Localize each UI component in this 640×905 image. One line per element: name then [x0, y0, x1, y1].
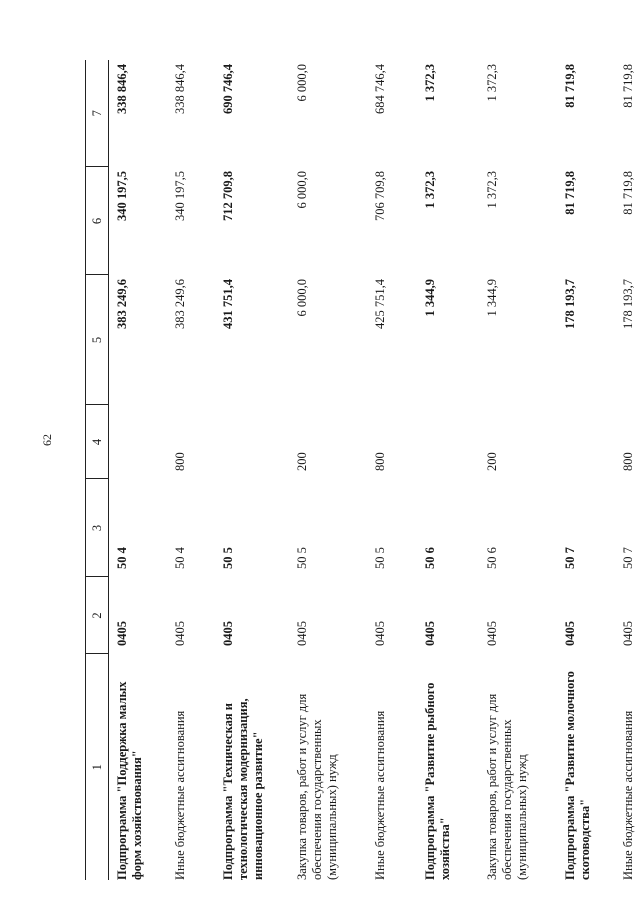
row-amount-7: 338 846,4: [115, 64, 129, 114]
row-amount-6: 712 709,8: [221, 171, 235, 221]
row-expense-type: 200: [295, 452, 309, 471]
row-expense-type: [215, 405, 289, 479]
row-amount-6: 1 372,3: [485, 171, 499, 209]
table-row: [215, 60, 289, 880]
row-amount-5: 383 249,6: [173, 279, 187, 329]
row-amount-5: 1 344,9: [485, 279, 499, 317]
row-amount-5: 6 000,0: [295, 279, 309, 317]
row-expense-type: [557, 405, 615, 479]
row-description: Иные бюджетные ассигнования: [621, 710, 635, 880]
header-col-3: 3: [86, 479, 109, 577]
row-amount-6: 1 372,3: [423, 171, 437, 209]
table-row: [367, 60, 417, 880]
row-description: Закупка товаров, работ и услуг для обеспечения государственных (муниципальных) нужд: [485, 693, 529, 880]
table-row: [167, 60, 215, 880]
row-program-code: 50 5: [295, 547, 309, 569]
row-section-code: 0405: [295, 621, 309, 646]
budget-table: [85, 60, 640, 880]
row-description: Подпрограмма "Развитие рыбного хозяйства": [423, 682, 452, 880]
row-amount-7: 684 746,4: [373, 64, 387, 114]
header-row: [86, 60, 109, 880]
table-row: [109, 60, 168, 880]
table-row: [289, 60, 367, 880]
row-amount-5: 178 193,7: [563, 279, 577, 329]
row-amount-6: 6 000,0: [295, 171, 309, 209]
row-amount-7: 81 719,8: [621, 64, 635, 108]
row-amount-6: 81 719,8: [563, 171, 577, 215]
row-amount-5: 425 751,4: [373, 279, 387, 329]
row-section-code: 0405: [621, 621, 635, 646]
row-description: Подпрограмма "Развитие молочного скотоводства": [563, 671, 592, 880]
row-program-code: 50 6: [485, 547, 499, 569]
row-program-code: 50 7: [621, 547, 635, 569]
row-description: Иные бюджетные ассигнования: [173, 710, 187, 880]
row-program-code: 50 6: [423, 547, 437, 569]
row-amount-5: 431 751,4: [221, 279, 235, 329]
row-expense-type: 800: [173, 452, 187, 471]
row-expense-type: [417, 405, 479, 479]
row-program-code: 50 5: [221, 547, 235, 569]
row-program-code: 50 4: [115, 547, 129, 569]
row-amount-7: 690 746,4: [221, 64, 235, 114]
header-col-6: 6: [86, 167, 109, 275]
row-program-code: 50 4: [173, 547, 187, 569]
header-col-7: 7: [86, 60, 109, 167]
row-description: Иные бюджетные ассигнования: [373, 710, 387, 880]
table-row: [417, 60, 479, 880]
row-program-code: 50 5: [373, 547, 387, 569]
row-section-code: 0405: [173, 621, 187, 646]
row-description: Подпрограмма "Техническая и технологическая модернизация, инновационное развитие": [221, 698, 265, 880]
row-amount-6: 81 719,8: [621, 171, 635, 215]
row-program-code: 50 7: [563, 547, 577, 569]
row-amount-7: 81 719,8: [563, 64, 577, 108]
row-description: Подпрограмма "Поддержка малых форм хозяйствования": [115, 681, 144, 880]
header-col-1: 1: [86, 654, 109, 880]
row-section-code: 0405: [221, 621, 235, 646]
row-amount-6: 340 197,5: [173, 171, 187, 221]
header-col-2: 2: [86, 577, 109, 654]
row-amount-7: 1 372,3: [423, 64, 437, 102]
table-row: [615, 60, 640, 880]
row-amount-6: 340 197,5: [115, 171, 129, 221]
table-row: [479, 60, 557, 880]
row-amount-7: 6 000,0: [295, 64, 309, 102]
header-col-5: 5: [86, 275, 109, 405]
row-expense-type: 200: [485, 452, 499, 471]
row-amount-5: 383 249,6: [115, 279, 129, 329]
row-amount-5: 1 344,9: [423, 279, 437, 317]
row-section-code: 0405: [115, 621, 129, 646]
row-expense-type: 800: [373, 452, 387, 471]
row-expense-type: [109, 405, 168, 479]
row-section-code: 0405: [423, 621, 437, 646]
row-amount-7: 1 372,3: [485, 64, 499, 102]
header-col-4: 4: [86, 405, 109, 479]
row-section-code: 0405: [485, 621, 499, 646]
row-amount-7: 338 846,4: [173, 64, 187, 114]
table-row: [557, 60, 615, 880]
page-number: 62: [40, 434, 54, 446]
row-section-code: 0405: [373, 621, 387, 646]
rotated-table-area: [85, 60, 635, 880]
row-amount-6: 706 709,8: [373, 171, 387, 221]
row-description: Закупка товаров, работ и услуг для обеспечения государственных (муниципальных) нужд: [295, 693, 339, 880]
row-section-code: 0405: [563, 621, 577, 646]
row-amount-5: 178 193,7: [621, 279, 635, 329]
row-expense-type: 800: [621, 452, 635, 471]
